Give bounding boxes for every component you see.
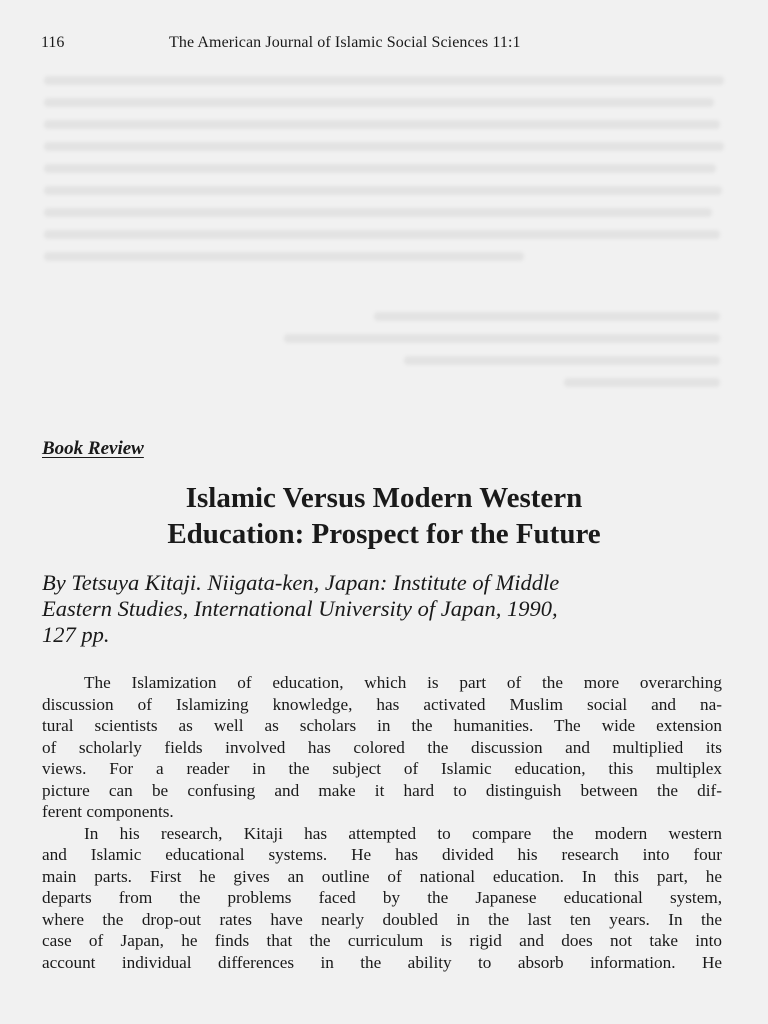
section-label: Book Review bbox=[42, 438, 144, 459]
page-number: 116 bbox=[41, 34, 65, 51]
body-line: of scholarly fields involved has colored the discussion and multiplied its bbox=[42, 737, 722, 757]
review-title-line: Education: Prospect for the Future bbox=[167, 518, 601, 550]
review-title bbox=[40, 480, 728, 552]
body-line: tural scientists as well as scholars in the humanities. The wide extension bbox=[42, 716, 722, 735]
running-head bbox=[41, 34, 721, 56]
body-line: ferent components. bbox=[42, 802, 174, 821]
book-citation bbox=[42, 570, 732, 648]
review-body bbox=[42, 672, 722, 973]
bleed-through-text bbox=[44, 76, 724, 396]
citation-line: By Tetsuya Kitaji. Niigata-ken, Japan: Institute of Middle bbox=[42, 570, 560, 595]
body-line: case of Japan, he finds that the curriculum is rigid and does not take into bbox=[42, 931, 722, 950]
body-line: views. For a reader in the subject of Islamic education, this multiplex bbox=[42, 759, 722, 778]
body-line: discussion of Islamizing knowledge, has activated Muslim social and na- bbox=[42, 694, 722, 714]
body-line: account individual differences in the ability to absorb information. He bbox=[42, 952, 722, 972]
body-line: The Islamization of education, which is part of the more overarching bbox=[84, 673, 722, 692]
body-line: In his research, Kitaji has attempted to compare the modern western bbox=[84, 823, 722, 843]
body-line: main parts. First he gives an outline of national education. In this part, he bbox=[42, 866, 722, 886]
journal-title: The American Journal of Islamic Social Sciences 11:1 bbox=[169, 34, 521, 51]
citation-line: Eastern Studies, International University of Japan, 1990, bbox=[42, 596, 558, 621]
body-line: and Islamic educational systems. He has divided his research into four bbox=[42, 845, 722, 864]
body-line: where the drop-out rates have nearly doubled in the last ten years. In the bbox=[42, 909, 722, 929]
review-title-line: Islamic Versus Modern Western bbox=[185, 482, 583, 514]
body-line: picture can be confusing and make it hard to distinguish between the dif- bbox=[42, 780, 722, 800]
body-line: departs from the problems faced by the Japanese educational system, bbox=[42, 888, 722, 907]
citation-line: 127 pp. bbox=[42, 622, 110, 647]
